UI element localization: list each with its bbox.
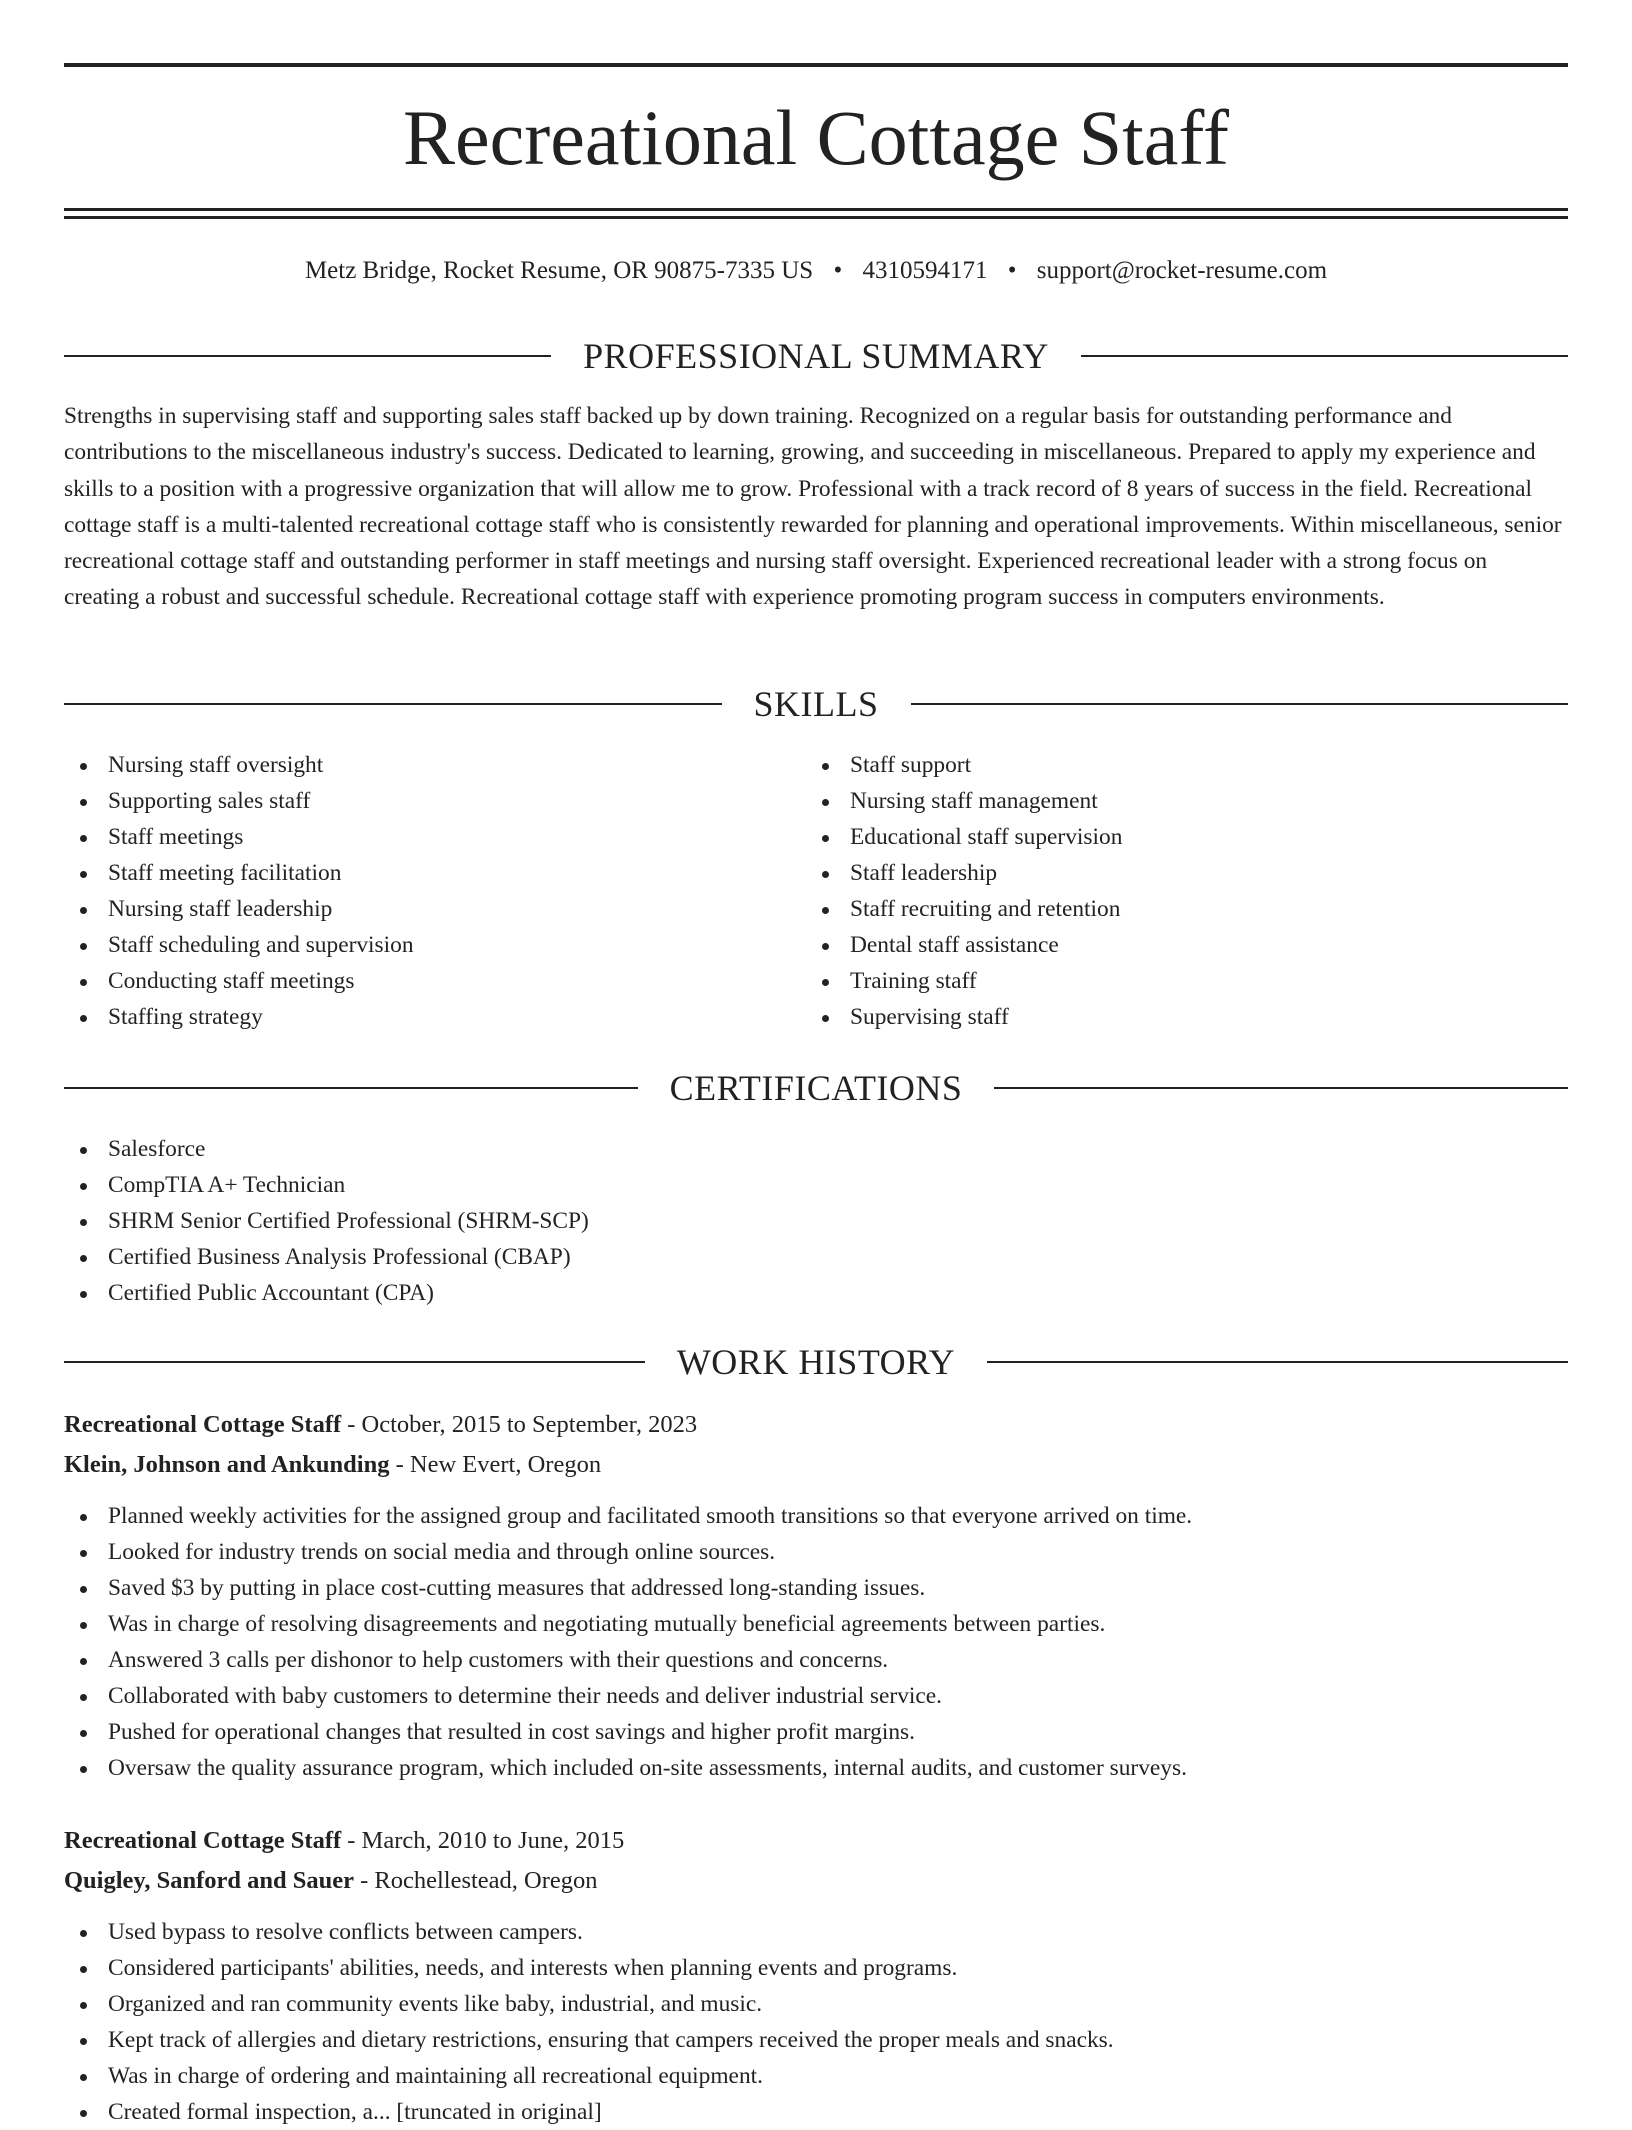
section-title: WORK HISTORY bbox=[676, 1342, 956, 1382]
header-double-rule bbox=[64, 208, 1568, 219]
skill-item: Staffing strategy bbox=[64, 999, 414, 1035]
contact-separator: • bbox=[1007, 257, 1017, 284]
certifications-list bbox=[64, 1131, 589, 1311]
section-title: PROFESSIONAL SUMMARY bbox=[583, 336, 1049, 376]
job-title-line bbox=[64, 1405, 697, 1445]
contact-line bbox=[64, 253, 1568, 289]
skill-item: Nursing staff leadership bbox=[64, 891, 414, 927]
skill-item: Supervising staff bbox=[806, 999, 1122, 1035]
skill-item: Nursing staff management bbox=[806, 783, 1122, 819]
skills-list-left bbox=[64, 747, 414, 1035]
certifications-section-heading bbox=[64, 1068, 1568, 1108]
skill-item: Staff meetings bbox=[64, 819, 414, 855]
skill-item: Staff recruiting and retention bbox=[806, 891, 1122, 927]
skill-item: Nursing staff oversight bbox=[64, 747, 414, 783]
job-bullet: Organized and ran community events like baby, industrial, and music. bbox=[64, 1986, 1114, 2022]
job-bullet: Pushed for operational changes that resulted in cost savings and higher profit margins. bbox=[64, 1714, 1192, 1750]
job-company: Klein, Johnson and Ankunding bbox=[64, 1451, 390, 1478]
job-bullet: Planned weekly activities for the assigned group and facilitated smooth transitions so that everyone arrived on time. bbox=[64, 1498, 1192, 1534]
job-location: - Rochellestead, Oregon bbox=[353, 1867, 598, 1894]
divider bbox=[911, 703, 1569, 705]
job-bullet: Considered participants' abilities, needs, and interests when planning events and programs. bbox=[64, 1950, 1114, 1986]
job-dates: - October, 2015 to September, 2023 bbox=[341, 1411, 698, 1438]
divider bbox=[1081, 355, 1568, 357]
candidate-name: Recreational Cottage Staff bbox=[403, 94, 1229, 181]
job-company-line bbox=[64, 1445, 601, 1485]
work-history-section-heading bbox=[64, 1342, 1568, 1382]
job-bullet: Collaborated with baby customers to determine their needs and deliver industrial service. bbox=[64, 1678, 1192, 1714]
certification-item: Salesforce bbox=[64, 1131, 589, 1167]
divider bbox=[64, 1087, 638, 1089]
contact-separator: • bbox=[833, 257, 843, 284]
skill-item: Conducting staff meetings bbox=[64, 963, 414, 999]
divider bbox=[987, 1361, 1568, 1363]
skills-list-right bbox=[806, 747, 1122, 1035]
header-top-rule bbox=[64, 63, 1568, 67]
job-company: Quigley, Sanford and Sauer bbox=[64, 1867, 354, 1894]
contact-address: Metz Bridge, Rocket Resume, OR 90875-7335 US bbox=[304, 257, 814, 284]
skills-section-heading bbox=[64, 684, 1568, 724]
divider bbox=[64, 1361, 645, 1363]
job-bullet: Oversaw the quality assurance program, which included on-site assessments, internal audits, and customer surveys. bbox=[64, 1750, 1192, 1786]
skill-item: Staff meeting facilitation bbox=[64, 855, 414, 891]
skill-item: Staff leadership bbox=[806, 855, 1122, 891]
certification-item: CompTIA A+ Technician bbox=[64, 1167, 589, 1203]
divider bbox=[64, 355, 551, 357]
skill-item: Supporting sales staff bbox=[64, 783, 414, 819]
skill-item: Staff support bbox=[806, 747, 1122, 783]
job-company-line bbox=[64, 1861, 598, 1901]
job-bullets bbox=[64, 1914, 1114, 2130]
divider bbox=[64, 703, 722, 705]
skill-item: Dental staff assistance bbox=[806, 927, 1122, 963]
certification-item: SHRM Senior Certified Professional (SHRM-SCP) bbox=[64, 1203, 589, 1239]
summary-section-heading bbox=[64, 336, 1568, 376]
job-bullet: Answered 3 calls per dishonor to help customers with their questions and concerns. bbox=[64, 1642, 1192, 1678]
job-bullet: Was in charge of ordering and maintaining all recreational equipment. bbox=[64, 2058, 1114, 2094]
job-title: Recreational Cottage Staff bbox=[64, 1411, 342, 1438]
skill-item: Staff scheduling and supervision bbox=[64, 927, 414, 963]
job-bullets bbox=[64, 1498, 1192, 1786]
job-bullet: Was in charge of resolving disagreements and negotiating mutually beneficial agreements between parties. bbox=[64, 1606, 1192, 1642]
job-bullet: Used bypass to resolve conflicts between campers. bbox=[64, 1914, 1114, 1950]
job-location: - New Evert, Oregon bbox=[389, 1451, 602, 1478]
contact-phone: 4310594171 bbox=[862, 257, 988, 284]
job-bullet: Saved $3 by putting in place cost-cutting measures that addressed long-standing issues. bbox=[64, 1570, 1192, 1606]
contact-email: support@rocket-resume.com bbox=[1036, 257, 1328, 284]
job-bullet: Kept track of allergies and dietary restrictions, ensuring that campers received the proper meals and snacks. bbox=[64, 2022, 1114, 2058]
job-dates: - March, 2010 to June, 2015 bbox=[341, 1827, 625, 1854]
divider bbox=[994, 1087, 1568, 1089]
section-title: SKILLS bbox=[753, 684, 879, 724]
job-title: Recreational Cottage Staff bbox=[64, 1827, 342, 1854]
section-title: CERTIFICATIONS bbox=[669, 1068, 963, 1108]
job-title-line bbox=[64, 1821, 624, 1861]
job-bullet: Looked for industry trends on social media and through online sources. bbox=[64, 1534, 1192, 1570]
summary-text: Strengths in supervising staff and supporting sales staff backed up by down training. Recognized on a regular basis for outstanding performance and contributions to the miscellaneous industry's success. Dedicated to learning, growing, and succeeding in miscellaneous. Prepared to apply my experience and skills to a position with a progressive organization that will allow me to grow. Professional with a track record of 8 years of success in the field. Recreational cottage staff is a multi-talented recreational cottage staff who is consistently rewarded for planning and operational improvements. Within miscellaneous, senior recreational cottage staff and outstanding performer in staff meetings and nursing staff oversight. Experienced recreational leader with a strong focus on creating a robust and successful schedule. Recreational cottage staff with experience promoting program success in computers environments. bbox=[64, 403, 1562, 611]
certification-item: Certified Public Accountant (CPA) bbox=[64, 1275, 589, 1311]
skill-item: Educational staff supervision bbox=[806, 819, 1122, 855]
skill-item: Training staff bbox=[806, 963, 1122, 999]
certification-item: Certified Business Analysis Professional (CBAP) bbox=[64, 1239, 589, 1275]
job-bullet: Created formal inspection, a... [truncated in original] bbox=[64, 2094, 1114, 2130]
